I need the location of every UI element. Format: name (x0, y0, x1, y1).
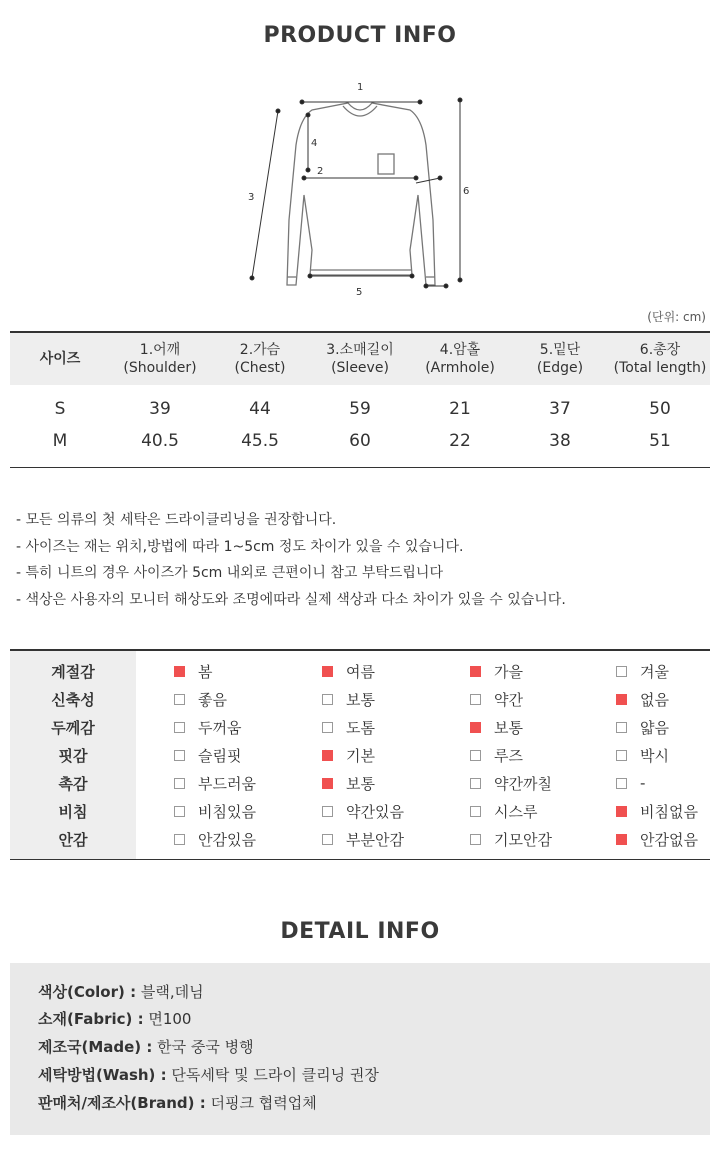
attribute-option (174, 689, 227, 710)
note-item: - 사이즈는 재는 위치,방법에 따라 1~5cm 정도 차이가 있을 수 있습니다. (16, 538, 464, 555)
attribute-option-label: 보통 (494, 718, 523, 737)
attribute-option (322, 801, 404, 822)
attribute-option (470, 801, 537, 822)
table-cell: 44 (249, 399, 271, 419)
header-en: (Sleeve) (331, 360, 389, 376)
unchecked-box-icon (616, 722, 627, 733)
attribute-name: 촉감 (58, 774, 88, 793)
unchecked-box-icon (616, 778, 627, 789)
header-en: (Edge) (536, 360, 584, 376)
attribute-option-label: 기모안감 (494, 830, 552, 849)
attribute-option-label: 비침있음 (198, 802, 256, 821)
table-cell: 60 (349, 431, 371, 451)
attribute-row (10, 825, 710, 853)
detail-key: 색상(Color) : (38, 983, 137, 1001)
table-cell: 39 (149, 399, 171, 419)
header-en: (Chest) (234, 360, 286, 376)
checked-box-icon (616, 694, 627, 705)
attribute-option-label: 루즈 (494, 746, 523, 765)
unchecked-box-icon (174, 834, 185, 845)
table-cell: 21 (449, 399, 471, 419)
attribute-option (322, 689, 375, 710)
unchecked-box-icon (174, 778, 185, 789)
attribute-option-label: 시스루 (494, 802, 538, 821)
detail-value: 면100 (148, 1010, 192, 1028)
unchecked-box-icon (470, 834, 481, 845)
table-cell: 38 (549, 431, 571, 451)
attribute-row (10, 685, 710, 713)
header-en: (Shoulder) (123, 360, 197, 376)
checked-box-icon (322, 750, 333, 761)
unchecked-box-icon (174, 750, 185, 761)
checked-box-icon (174, 666, 185, 677)
attribute-option-label: 약간있음 (346, 802, 404, 821)
unchecked-box-icon (322, 722, 333, 733)
detail-row (38, 1064, 379, 1085)
attribute-option-label: 안감있음 (198, 830, 256, 849)
unchecked-box-icon (174, 722, 185, 733)
header-ko: 2.가슴 (239, 342, 281, 358)
attribute-option-label: 안감없음 (640, 830, 698, 849)
checked-box-icon (616, 806, 627, 817)
header-cell (310, 341, 410, 377)
detail-info-title: DETAIL INFO (280, 919, 440, 944)
detail-value: 더핑크 협력업체 (210, 1094, 317, 1112)
checked-box-icon (470, 666, 481, 677)
detail-info-box (10, 963, 710, 1135)
attribute-option (322, 717, 375, 738)
table-cell: S (54, 399, 66, 419)
detail-row (38, 1008, 191, 1029)
header-cell (510, 341, 610, 377)
attribute-option-label: 약간까칠 (494, 774, 552, 793)
attribute-option-label: 보통 (346, 774, 375, 793)
product-info-title: PRODUCT INFO (263, 23, 457, 48)
attribute-option (616, 745, 669, 766)
header-ko: 3.소매길이 (326, 342, 394, 358)
attribute-option-label: 보통 (346, 690, 375, 709)
header-cell (110, 341, 210, 377)
attribute-option (174, 773, 256, 794)
attribute-option (470, 689, 523, 710)
attribute-option (616, 717, 669, 738)
unchecked-box-icon (470, 750, 481, 761)
attribute-option-label: 비침없음 (640, 802, 698, 821)
table-cell: 22 (449, 431, 471, 451)
detail-row (38, 981, 204, 1002)
attribute-option-label: 박시 (640, 746, 669, 765)
attribute-row (10, 741, 710, 769)
note-item: - 모든 의류의 첫 세탁은 드라이클리닝을 권장합니다. (16, 512, 337, 528)
diagram-label-1: 1 (357, 82, 364, 93)
header-ko: 5.밑단 (539, 342, 581, 358)
attribute-row (10, 769, 710, 797)
attribute-option-label: 두꺼움 (198, 718, 242, 737)
attribute-name: 안감 (58, 830, 88, 849)
unchecked-box-icon (322, 834, 333, 845)
unit-note: (단위: cm) (647, 310, 706, 324)
diagram-label-2: 2 (317, 166, 324, 177)
attribute-option (174, 745, 241, 766)
attribute-name: 두께감 (51, 718, 95, 737)
unchecked-box-icon (470, 806, 481, 817)
checked-box-icon (616, 834, 627, 845)
table-cell: M (52, 431, 68, 451)
attribute-option (616, 661, 669, 682)
header-ko: 4.암홀 (439, 342, 481, 358)
attribute-name: 계절감 (51, 662, 95, 681)
detail-value: 단독세탁 및 드라이 클리닝 권장 (171, 1066, 379, 1084)
unchecked-box-icon (174, 694, 185, 705)
header-cell (210, 341, 310, 377)
attribute-option-label: 부드러움 (198, 774, 256, 793)
diagram-label-4: 4 (311, 138, 318, 149)
header-ko: 6.총장 (639, 342, 681, 358)
attribute-option-label: 약간 (494, 690, 523, 709)
unchecked-box-icon (174, 806, 185, 817)
header-cell (610, 341, 710, 377)
attribute-option-label: 슬림핏 (198, 746, 242, 765)
table-row (10, 393, 710, 425)
table-cell: 50 (649, 399, 671, 419)
table-cell: 59 (349, 399, 371, 419)
attribute-option-label: 가을 (494, 662, 523, 681)
detail-key: 세탁방법(Wash) : (38, 1066, 167, 1084)
diagram-label-3: 3 (248, 192, 255, 203)
attribute-option (470, 773, 552, 794)
attribute-option-label: 여름 (346, 662, 375, 681)
attribute-option (616, 829, 698, 850)
attribute-option (322, 661, 375, 682)
detail-value: 한국 중국 병행 (157, 1038, 254, 1056)
table-cell: 45.5 (241, 431, 279, 451)
detail-key: 판매처/제조사(Brand) : (38, 1094, 206, 1112)
attribute-option-label: 없음 (640, 690, 669, 709)
unchecked-box-icon (322, 694, 333, 705)
attribute-option (616, 774, 645, 792)
table-cell: 37 (549, 399, 571, 419)
attribute-option-label: 겨울 (640, 662, 669, 681)
attribute-option (470, 829, 552, 850)
diagram-label-6: 6 (463, 186, 470, 197)
attribute-option (470, 717, 523, 738)
attribute-option (174, 801, 256, 822)
table-row (10, 425, 710, 457)
header-ko: 사이즈 (39, 351, 81, 367)
checked-box-icon (322, 666, 333, 677)
unchecked-box-icon (470, 694, 481, 705)
attribute-option (174, 661, 213, 682)
unchecked-box-icon (470, 778, 481, 789)
header-en: (Armhole) (425, 360, 495, 376)
header-cell (10, 350, 110, 368)
attribute-option (322, 773, 375, 794)
size-table (10, 331, 710, 468)
checked-box-icon (322, 778, 333, 789)
attribute-option (174, 717, 241, 738)
detail-key: 소재(Fabric) : (38, 1010, 144, 1028)
unchecked-box-icon (616, 666, 627, 677)
attribute-option-label: 도톰 (346, 718, 375, 737)
attribute-option (174, 829, 256, 850)
size-table-header (10, 331, 710, 385)
table-cell: 40.5 (141, 431, 179, 451)
attribute-option (470, 745, 523, 766)
attribute-row (10, 797, 710, 825)
care-notes (16, 507, 706, 613)
attribute-option-label: 좋음 (198, 690, 227, 709)
note-item: - 색상은 사용자의 모니터 해상도와 조명에따라 실제 색상과 다소 차이가 있을 수 있습니다. (16, 591, 566, 608)
attribute-option-label: 얇음 (640, 718, 669, 737)
detail-key: 제조국(Made) : (38, 1038, 153, 1056)
unchecked-box-icon (322, 806, 333, 817)
attribute-option (616, 801, 698, 822)
detail-row (38, 1092, 317, 1113)
attribute-name: 핏감 (58, 746, 88, 765)
attribute-option (616, 689, 669, 710)
diagram-label-5: 5 (356, 287, 363, 298)
attribute-option (322, 829, 404, 850)
attribute-option (470, 661, 523, 682)
attribute-grid (10, 649, 710, 860)
attribute-row (10, 657, 710, 685)
attribute-name: 비침 (58, 802, 88, 821)
table-cell: 51 (649, 431, 671, 451)
header-ko: 1.어깨 (139, 342, 181, 358)
header-en: (Total length) (613, 360, 707, 376)
detail-value: 블랙,데님 (140, 983, 204, 1001)
attribute-row (10, 713, 710, 741)
header-cell (410, 341, 510, 377)
attribute-option-label: 기본 (346, 746, 375, 765)
attribute-option-label: - (640, 774, 646, 792)
attribute-name: 신축성 (51, 690, 95, 709)
detail-row (38, 1036, 254, 1057)
attribute-option-label: 봄 (198, 662, 213, 681)
checked-box-icon (470, 722, 481, 733)
attribute-option-label: 부분안감 (346, 830, 404, 849)
garment-measurement-diagram (230, 70, 490, 310)
unchecked-box-icon (616, 750, 627, 761)
note-item: - 특히 니트의 경우 사이즈가 5cm 내외로 큰편이니 참고 부탁드립니다 (16, 565, 443, 581)
attribute-option (322, 745, 375, 766)
